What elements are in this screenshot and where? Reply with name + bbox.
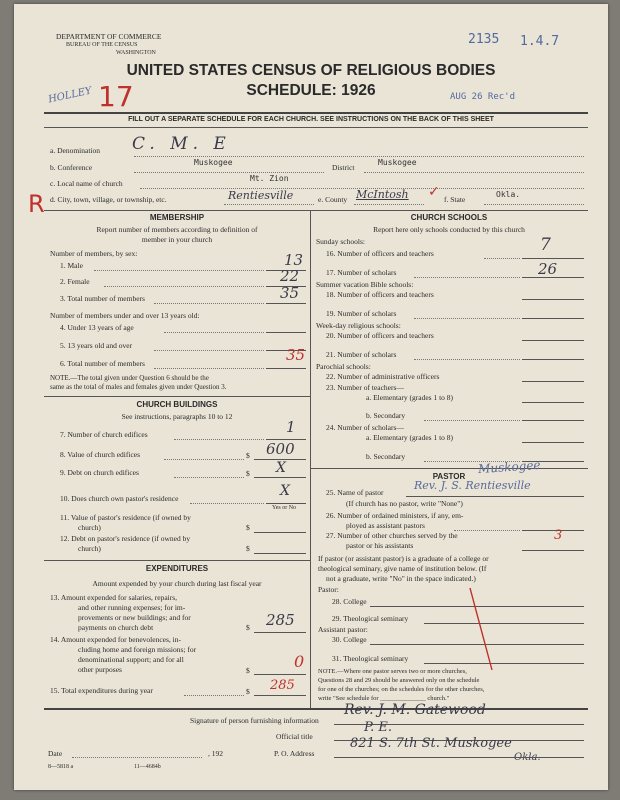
q12-label: 12. Debt on pastor's residence (if owned by (60, 534, 191, 543)
q20-label: 20. Number of officers and teachers (326, 331, 434, 340)
label-a: a. Denomination (50, 146, 100, 155)
sunday-schools: Sunday schools: (316, 237, 365, 246)
date-label: Date (48, 749, 63, 758)
dept-commerce: DEPARTMENT OF COMMERCE (56, 32, 162, 41)
q2-value: 22 (280, 267, 300, 285)
q14-line-3: denominational support; and for all (78, 655, 184, 664)
q11-label-2: church) (78, 523, 101, 532)
city-value: Rentiesville (228, 189, 294, 202)
q3-label: 3. Total number of members (60, 294, 145, 303)
red-r-mark: R (28, 190, 45, 218)
q16-value: 7 (540, 235, 551, 255)
signature-label: Signature of person furnishing information (190, 716, 319, 725)
q14-value: 0 (294, 652, 305, 671)
q8-dollar: $ (246, 451, 250, 460)
q24a-label: a. Elementary (grades 1 to 8) (366, 433, 454, 442)
q25-label: 25. Name of pastor (326, 488, 384, 497)
q14-dollar: $ (246, 666, 250, 675)
q10-label: 10. Does church own pastor's residence (60, 494, 179, 503)
weekday-schools: Week-day religious schools: (316, 321, 401, 330)
official-title-value: P. E. (364, 720, 392, 735)
q31-label: 31. Theological seminary (332, 654, 409, 663)
q8-value: 600 (266, 440, 295, 458)
q13-dollar: $ (246, 623, 250, 632)
q23-label: 23. Number of teachers— (326, 383, 404, 392)
q4-label: 4. Under 13 years of age (60, 323, 134, 332)
q15-value: 285 (270, 678, 295, 693)
schools-heading: CHURCH SCHOOLS (410, 213, 488, 222)
q23a-label: a. Elementary (grades 1 to 8) (366, 393, 454, 402)
q15-dollar: $ (246, 687, 250, 696)
stamp-number: 2135 (468, 32, 500, 47)
q6-value: 35 (286, 346, 306, 364)
q29-label: 29. Theological seminary (332, 614, 409, 623)
pastor-note-2: Questions 28 and 29 should be answered only on the schedule (318, 677, 480, 684)
bureau: BUREAU OF THE CENSUS (66, 42, 138, 48)
church-name-value: Mt. Zion (250, 174, 289, 183)
q13-value: 285 (266, 611, 295, 629)
q26-label-1: 26. Number of ordained ministers, if any, em- (326, 511, 464, 520)
form-number: 8—5818 a (48, 764, 74, 770)
q11-label: 11. Value of pastor's residence (if owned by (60, 513, 191, 522)
membership-heading: MEMBERSHIP (149, 213, 205, 222)
expenditures-sub: Amount expended by your church during last fiscal year (92, 579, 262, 588)
q13-line-3: provements or new buildings; and for (78, 613, 191, 622)
district-value: Muskogee (378, 158, 417, 167)
holley-note: HOLLEY (47, 85, 93, 106)
q27-value: 3 (554, 528, 563, 543)
address-label: P. O. Address (274, 749, 315, 758)
q12-dollar: $ (246, 544, 250, 553)
q7-label: 7. Number of church edifices (60, 430, 148, 439)
buildings-heading: CHURCH BUILDINGS (136, 400, 218, 409)
graduate-note-2: theological seminary, give name of institution below. (If (318, 564, 487, 573)
q2-label: 2. Female (60, 277, 90, 286)
expenditures-heading: EXPENDITURES (145, 564, 209, 573)
q27-label-2: pastor or his assistants (346, 541, 414, 550)
q17-label: 17. Number of scholars (326, 268, 397, 277)
received-stamp: AUG 26 Rec'd (450, 92, 516, 102)
q17-value: 26 (538, 260, 558, 278)
q14-line-4: other purposes (78, 665, 122, 674)
label-d: d. City, town, village, or township, etc. (50, 195, 167, 204)
q14-line-2: cluding home and foreign missions; for (78, 645, 197, 654)
official-title-label: Official title (276, 732, 313, 741)
q9-value: X (276, 460, 286, 476)
q26-label-2: ployed as assistant pastors (346, 521, 425, 530)
label-b: b. Conference (50, 163, 93, 172)
q30-label: 30. College (332, 635, 367, 644)
stamp-code: 1.4.7 (520, 34, 560, 49)
q13-line-1: 13. Amount expended for salaries, repairs, (50, 593, 178, 602)
q1-value: 13 (284, 251, 304, 269)
label-c: c. Local name of church (50, 179, 123, 188)
pastor-note-1: NOTE.—Where one pastor serves two or more churches, (318, 668, 467, 675)
red-slash-mark (464, 584, 504, 674)
conference-value: Muskogee (194, 158, 233, 167)
q19-label: 19. Number of scholars (326, 309, 397, 318)
assistant-label: Assistant pastor: (318, 625, 368, 634)
census-form (14, 4, 608, 790)
q24-label: 24. Number of scholars— (326, 423, 404, 432)
buildings-sub: See instructions, paragraphs 10 to 12 (121, 412, 233, 421)
denomination-value: C. M. E (132, 134, 231, 154)
membership-note-2: same as the total of males and females given under Question 3. (50, 383, 227, 391)
label-f: f. State (444, 195, 466, 204)
pastor-name-value: Rev. J. S. Rentiesville (414, 479, 531, 492)
label-e: e. County (318, 195, 348, 204)
print-code: 11—4684b (134, 764, 161, 770)
yes-or-no: Yes or No (272, 505, 297, 511)
county-value: McIntosh (356, 188, 409, 201)
q27-label-1: 27. Number of other churches served by the (326, 531, 458, 540)
q9-dollar: $ (246, 469, 250, 478)
red-check: ✓ (428, 184, 440, 200)
q21-label: 21. Number of scholars (326, 350, 397, 359)
membership-intro-2: member in your church (141, 235, 213, 244)
q16-label: 16. Number of officers and teachers (326, 249, 434, 258)
address-value: 821 S. 7th St. Muskogee (350, 736, 512, 751)
q9-label: 9. Debt on church edifices (60, 468, 139, 477)
signature-value: Rev. J. M. Gatewood (344, 702, 486, 718)
schools-sub: Report here only schools conducted by this church (373, 225, 525, 234)
muskogee-note: Muskogee (477, 457, 541, 477)
red-number: 17 (98, 80, 134, 113)
form-title: UNITED STATES CENSUS OF RELIGIOUS BODIES (126, 62, 496, 79)
graduate-note-1: If pastor (or assistant pastor) is a graduate of a college or (318, 554, 489, 563)
pastor-heading: PASTOR (432, 472, 466, 481)
state-value: Okla. (496, 190, 521, 199)
q25-note: (If church has no pastor, write "None") (346, 499, 463, 508)
q14-line-1: 14. Amount expended for benevolences, in- (50, 635, 182, 644)
membership-note-1: NOTE.—The total given under Question 6 should be the (50, 374, 209, 382)
pastor-note-4: write "See schedule for ______________ church." (318, 695, 450, 702)
q18-label: 18. Number of officers and teachers (326, 290, 434, 299)
q13-line-2: and other running expenses; for im- (78, 603, 186, 612)
summer-schools: Summer vacation Bible schools: (316, 280, 414, 289)
q15-label: 15. Total expenditures during year (50, 686, 153, 695)
q7-value: 1 (286, 418, 296, 436)
q3-value: 35 (280, 284, 300, 302)
parochial-schools: Parochial schools: (316, 362, 371, 371)
q11-dollar: $ (246, 523, 250, 532)
instruction: FILL OUT A SEPARATE SCHEDULE FOR EACH CHURCH. SEE INSTRUCTIONS ON THE BACK OF THIS SHEET (128, 116, 494, 123)
q1-label: 1. Male (60, 261, 83, 270)
address-state: Okla. (514, 752, 541, 763)
q6-label: 6. Total number of members (60, 359, 145, 368)
q22-label: 22. Number of administrative officers (326, 372, 440, 381)
membership-intro-1: Report number of members according to definition of (96, 225, 258, 234)
q24b-label: b. Secondary (366, 452, 406, 461)
pastor-note-3: for one of the churches; on the schedules for the other churches, (318, 686, 485, 693)
form-subtitle: SCHEDULE: 1926 (246, 82, 376, 99)
age-heading: Number of members under and over 13 years old: (50, 311, 200, 320)
label-district: District (332, 163, 355, 172)
q10-value: X (280, 483, 290, 499)
q8-label: 8. Value of church edifices (60, 450, 141, 459)
q23b-label: b. Secondary (366, 411, 406, 420)
q12-label-2: church) (78, 544, 101, 553)
pastor-label: Pastor: (318, 585, 339, 594)
graduate-note-3: not a graduate, write "No" in the space indicated.) (326, 574, 476, 583)
washington: WASHINGTON (116, 50, 156, 56)
q5-label: 5. 13 years old and over (60, 341, 133, 350)
q28-label: 28. College (332, 597, 367, 606)
q13-line-4: payments on church debt (78, 623, 154, 632)
members-by-sex: Number of members, by sex: (50, 249, 138, 258)
year-label: , 192 (208, 749, 223, 758)
